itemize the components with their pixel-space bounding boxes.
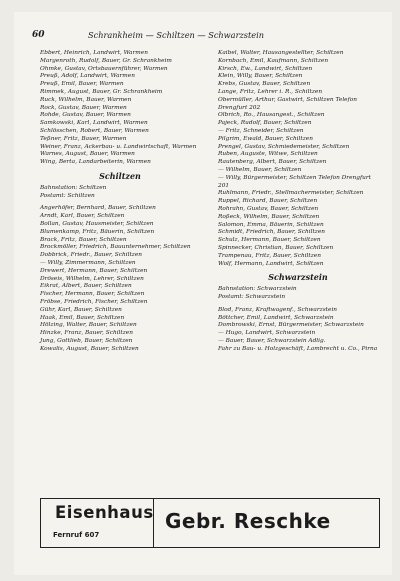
directory-entry: Warnes, August, Bauer, Warmen	[40, 151, 135, 158]
directory-entry: Pajeck, Rudolf, Bauer, Schiltzen	[218, 120, 312, 127]
ad-left-panel	[41, 499, 154, 547]
directory-entry: Kowalis, August, Bauer, Schiltzen	[40, 345, 139, 352]
directory-entry: Fahr zu Bau- u. Holzgeschäft, Lambrecht u. Co., Pirna	[218, 345, 378, 352]
directory-entry: Bahnstation: Schwarzstein	[218, 286, 297, 293]
left-column	[40, 50, 200, 353]
directory-entry: Teßner, Fritz, Bauer, Warmen	[40, 135, 127, 142]
directory-entry: — Bauer, Bauer, Schwarzstein Adlig.	[218, 337, 326, 344]
directory-entry: Postamt: Schiltzen	[40, 192, 95, 199]
directory-entry: Postamt: Schwarzstein	[218, 293, 286, 300]
directory-entry: — Fritz, Schneider, Schiltzen	[218, 127, 304, 134]
directory-entry: Preuß, Adolf, Landwirt, Warmen	[40, 73, 135, 80]
directory-entry: — Hugo, Landwirt, Schwarzstein	[218, 330, 316, 337]
directory-entry: Schlösschen, Robert, Bauer, Warmen	[40, 127, 149, 134]
directory-entry: Kaibel, Walter, Hausangestellter, Schiltzen	[218, 50, 344, 56]
left-entries-bottom	[40, 205, 200, 353]
directory-entry: Arndt, Karl, Bauer, Schiltzen	[40, 213, 125, 220]
directory-entry: Hinzke, Franz, Bauer, Schiltzen	[40, 330, 133, 337]
directory-entry: Kirsch, Ew., Landwirt, Schiltzen	[218, 65, 313, 72]
directory-entry: Lange, Fritz, Lehrer i. R., Schiltzen	[218, 88, 323, 95]
directory-entry: Dobbrick, Friedr., Bauer, Schiltzen	[40, 252, 142, 259]
right-entries-bottom	[218, 307, 378, 354]
directory-entry: Ruhlmann, Friedr., Stellmachermeister, Schiltzen	[218, 190, 364, 197]
page-number: 60	[32, 30, 45, 40]
directory-entry: Blumenkamp, Fritz, Bäuerin, Schiltzen	[40, 228, 155, 235]
advertisement-box	[40, 498, 380, 548]
directory-entry: Rock, Gustav, Bauer, Warmen	[40, 104, 127, 111]
running-head: Schrankheim — Schiltzen — Schwarzstein	[88, 30, 265, 40]
directory-entry: Klein, Willy, Bauer, Schiltzen	[218, 73, 303, 80]
directory-entry: Hölzing, Walter, Bauer, Schiltzen	[40, 322, 137, 329]
directory-entry: — Willy, Zimmermann, Schiltzen	[40, 259, 136, 266]
directory-entry: Brockmöller, Friedrich, Bauunternehmer, Schiltzen	[40, 244, 191, 251]
directory-entry: Bahnstation: Schiltzen	[40, 184, 107, 191]
directory-entry: Haak, Emil, Bauer, Schiltzen	[40, 314, 125, 321]
section-meta-schiltzen	[40, 185, 200, 201]
directory-entry: Kornbach, Emil, Kaufmann, Schiltzen	[218, 57, 329, 64]
directory-entry: Pilgrim, Ewald, Bauer, Schiltzen	[218, 135, 313, 142]
directory-entry: Schmidt, Friedrich, Bauer, Schiltzen	[218, 229, 326, 236]
directory-entry: Böttcher, Emil, Landwirt, Schwarzstein	[218, 314, 334, 321]
directory-entry: Eikrat, Albert, Bauer, Schiltzen	[40, 283, 132, 290]
right-column	[218, 50, 378, 353]
directory-entry: Ruppel, Richard, Bauer, Schiltzen	[218, 198, 318, 205]
directory-entry: Samkowski, Karl, Landwirt, Warmen	[40, 120, 148, 127]
directory-entry: Fröbse, Friedrich, Fischer, Schiltzen	[40, 298, 148, 305]
directory-entry: Ruben, Auguste, Witwe, Schiltzen	[218, 151, 318, 158]
section-title-schwarzstein: Schwarzstein	[268, 272, 328, 283]
directory-entry: Dröseis, Wilhelm, Lehrer, Schiltzen	[40, 275, 144, 282]
directory-entry: Preuß, Emil, Bauer, Warmen	[40, 81, 124, 88]
directory-entry: Krebs, Gustav, Bauer, Schiltzen	[218, 81, 311, 88]
directory-entry: Blod, Franz, Kraftwagenf., Schwarzstein	[218, 306, 338, 313]
right-entries-top	[218, 50, 378, 268]
directory-entry: Rimmek, August, Bauer, Gr. Schrankheim	[40, 88, 163, 95]
directory-entry: Drewert, Hermann, Bauer, Schiltzen	[40, 267, 148, 274]
directory-entry: Wing, Berta, Landarbeiterin, Warmen	[40, 159, 151, 166]
directory-entry: Rautenberg, Albert, Bauer, Schiltzen	[218, 159, 327, 166]
directory-entry: Obermüller, Arthur, Gastwirt, Schiltzen Telefon Drengfurt 202	[218, 96, 357, 111]
directory-entry: Ohmke, Gustav, Ortsbauernführer, Warmen	[40, 65, 168, 72]
directory-entry: Jung, Gottlieb, Bauer, Schiltzen	[40, 337, 133, 344]
ad-company-name: Gebr. Reschke	[165, 509, 331, 533]
directory-entry: — Wilhelm, Bauer, Schiltzen	[218, 166, 302, 173]
directory-entry: Brack, Fritz, Bauer, Schiltzen	[40, 236, 127, 243]
directory-entry: Angerhöfer, Bernhard, Bauer, Schiltzen	[40, 205, 156, 212]
directory-entry: Trampenau, Fritz, Bauer, Schiltzen	[218, 252, 321, 259]
section-title-schiltzen: Schiltzen	[99, 170, 141, 181]
directory-entry: Prengel, Gustav, Schmiedemeister, Schiltzen	[218, 143, 350, 150]
directory-entry: Dombrowski, Ernst, Bürgermeister, Schwarzstein	[218, 322, 364, 329]
directory-entry: Margenroth, Rudolf, Bauer, Gr. Schrankheim	[40, 57, 172, 64]
directory-entry: Gühr, Karl, Bauer, Schiltzen	[40, 306, 122, 313]
directory-entry: Schulz, Hermann, Bauer, Schiltzen	[218, 237, 321, 244]
directory-entry: Roßeck, Wilhelm, Bauer, Schiltzen	[218, 213, 320, 220]
directory-entry: — Willy, Bürgermeister, Schiltzen Telefon Drengfurt 201	[218, 174, 371, 189]
directory-entry: Olbrich, Ro., Hausangest., Schiltzen	[218, 112, 325, 119]
directory-entry: Ruck, Wilhelm, Bauer, Warmen	[40, 96, 132, 103]
directory-entry: Ebbert, Heinrich, Landwirt, Warmen	[40, 50, 148, 56]
ad-phone: Fernruf 607	[53, 531, 100, 539]
directory-entry: Spinnecker, Christian, Bauer, Schiltzen	[218, 244, 334, 251]
directory-entry: Bollan, Gustav, Hausmeister, Schiltzen	[40, 220, 154, 227]
directory-entry: Salomon, Emma, Bäuerin, Schiltzen	[218, 221, 324, 228]
ad-business-name: Eisenhaus	[55, 503, 154, 522]
directory-entry: Weiner, Franz, Ackerbau- u. Landwirtschaft, Warmen	[40, 143, 197, 150]
directory-entry: Fischer, Hermann, Bauer, Schiltzen	[40, 291, 145, 298]
directory-entry: Wolf, Hermann, Landwirt, Schiltzen	[218, 260, 324, 267]
left-entries-top	[40, 50, 200, 167]
directory-entry: Rohrahn, Gustav, Bauer, Schiltzen	[218, 205, 319, 212]
directory-entry: Rohde, Gustav, Bauer, Warmen	[40, 112, 131, 119]
section-meta-schwarzstein	[218, 286, 378, 302]
